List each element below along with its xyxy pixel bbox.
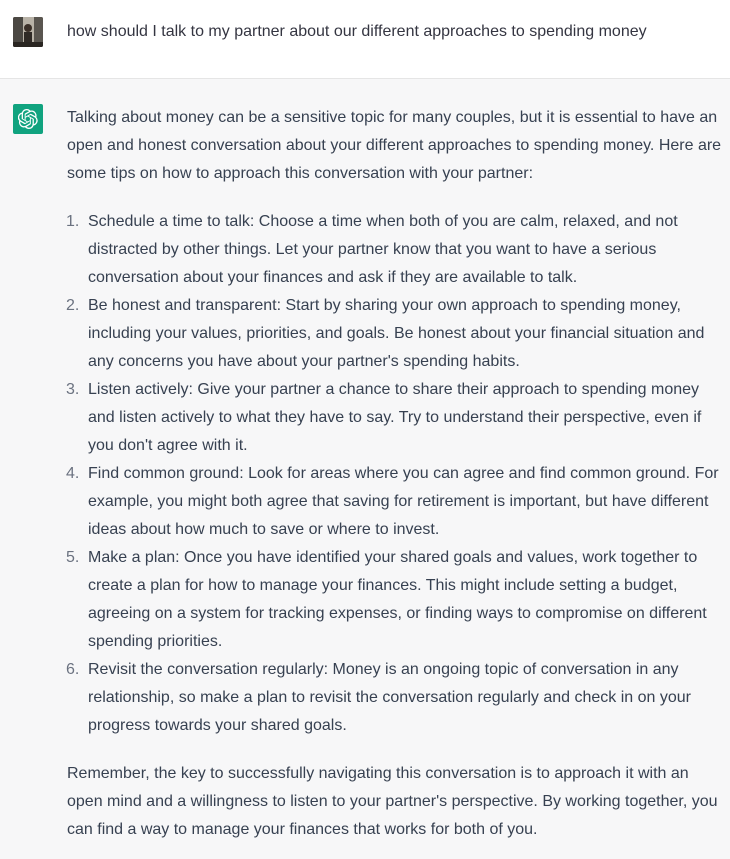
list-item [67, 656, 722, 740]
list-item-text: Find common ground: Look for areas where you can agree and find common ground. For example, you might both agree that saving for retirement is important, but have different ideas about how much to save or where to invest. [88, 465, 719, 538]
user-message-row [0, 0, 730, 79]
list-item [67, 376, 722, 460]
user-message-text: how should I talk to my partner about our different approaches to spending money [67, 23, 647, 40]
list-number: 1. [66, 213, 80, 230]
list-item [67, 544, 722, 656]
list-number: 3. [66, 381, 80, 398]
openai-logo-icon [13, 104, 43, 134]
assistant-message-row [0, 79, 730, 859]
list-item-text: Be honest and transparent: Start by sharing your own approach to spending money, including your values, priorities, and goals. Be honest about your financial situation and any concerns you have about your partner's spending habits. [88, 297, 705, 370]
list-item [67, 208, 722, 292]
list-item [67, 460, 722, 544]
list-number: 2. [66, 297, 80, 314]
list-item-text: Listen actively: Give your partner a chance to share their approach to spending money and listen actively to what they have to say. Try to understand their perspective, even if you don't agree with it. [88, 381, 702, 454]
answer-conclusion: Remember, the key to successfully navigating this conversation is to approach it with an open mind and a willingness to listen to your partner's perspective. By working together, you can find a way to manage your finances that works for both of you. [67, 765, 718, 838]
answer-intro: Talking about money can be a sensitive topic for many couples, but it is essential to have an open and honest conversation about your different approaches to spending money. Here are some tips on how to approach this conversation with your partner: [67, 109, 722, 182]
list-number: 5. [66, 549, 80, 566]
list-item-text: Make a plan: Once you have identified your shared goals and values, work together to create a plan for how to manage your finances. This might include setting a budget, agreeing on a system for tracking expenses, or finding ways to compromise on different spending priorities. [88, 549, 707, 650]
list-item [67, 292, 722, 376]
assistant-message-body [67, 104, 722, 844]
tips-list [67, 208, 722, 740]
list-item-text: Revisit the conversation regularly: Money is an ongoing topic of conversation in any relationship, so make a plan to revisit the conversation regularly and check in on your progress towards your shared goals. [88, 661, 691, 734]
list-number: 4. [66, 465, 80, 482]
list-number: 6. [66, 661, 80, 678]
list-item-text: Schedule a time to talk: Choose a time when both of you are calm, relaxed, and not distracted by other things. Let your partner know that you want to have a serious conversation about your finances and ask if they are available to talk. [88, 213, 678, 286]
user-avatar [13, 17, 43, 47]
